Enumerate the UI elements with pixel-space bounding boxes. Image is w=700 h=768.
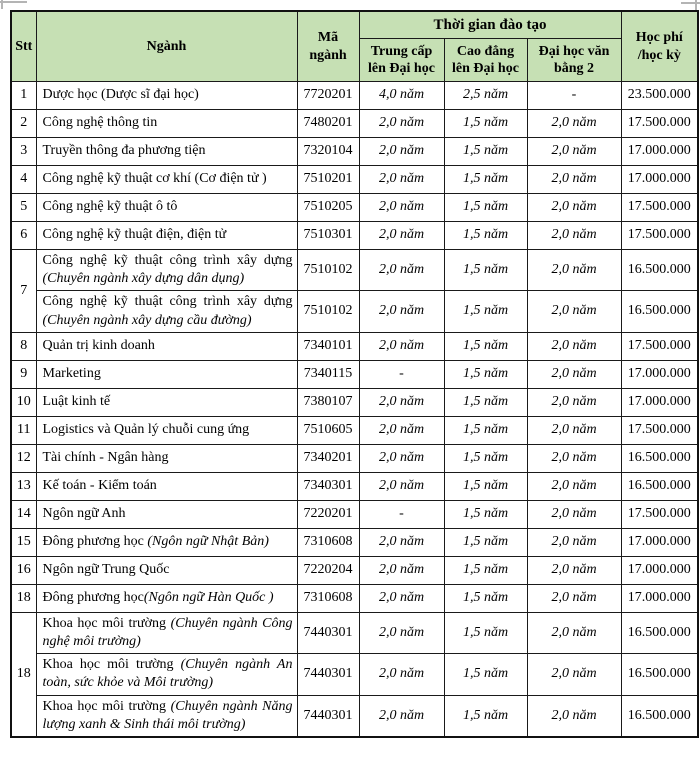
duration-van-bang-2-cell: 2,0 năm (527, 110, 621, 138)
table-row (11, 166, 698, 194)
major-name-cell (36, 332, 297, 360)
major-name-text: Logistics và Quản lý chuỗi cung ứng (42, 422, 250, 438)
duration-trung-cap-cell: 2,0 năm (359, 654, 444, 695)
duration-cao-dang-cell: 1,5 năm (444, 612, 527, 653)
duration-cao-dang-cell: 1,5 năm (444, 194, 527, 222)
table-row (11, 444, 698, 472)
major-code-cell: 7340115 (297, 360, 359, 388)
major-name-specialization: (Ngôn ngữ Hàn Quốc ) (143, 590, 274, 606)
duration-trung-cap-cell: 4,0 năm (359, 82, 444, 110)
stt-cell: 3 (11, 138, 36, 166)
major-code-cell: 7480201 (297, 110, 359, 138)
duration-cao-dang-cell: 1,5 năm (444, 654, 527, 695)
duration-trung-cap-cell: 2,0 năm (359, 166, 444, 194)
major-code-cell: 7340301 (297, 472, 359, 500)
major-name-text: Công nghệ thông tin (42, 115, 158, 131)
major-code-cell: 7440301 (297, 695, 359, 737)
major-code-cell: 7340201 (297, 444, 359, 472)
major-name-cell (36, 194, 297, 222)
table-row (11, 332, 698, 360)
major-name-text: Đông phương học (42, 590, 144, 606)
duration-van-bang-2-cell: 2,0 năm (527, 138, 621, 166)
duration-trung-cap-cell: 2,0 năm (359, 695, 444, 737)
table-row (11, 110, 698, 138)
table-row (11, 654, 698, 695)
header-thoi-gian-dao-tao: Thời gian đào tạo (359, 11, 621, 39)
duration-cao-dang-cell: 1,5 năm (444, 250, 527, 291)
table-row (11, 222, 698, 250)
major-name-cell (36, 472, 297, 500)
stt-cell: 11 (11, 416, 36, 444)
stt-cell: 8 (11, 332, 36, 360)
fee-cell: 17.500.000 (621, 222, 698, 250)
major-code-cell: 7380107 (297, 388, 359, 416)
duration-cao-dang-cell: 1,5 năm (444, 110, 527, 138)
major-name-cell (36, 612, 297, 653)
major-name-cell (36, 110, 297, 138)
major-name-text: Quản trị kinh doanh (42, 338, 155, 354)
duration-trung-cap-cell: 2,0 năm (359, 584, 444, 612)
duration-trung-cap-cell: 2,0 năm (359, 250, 444, 291)
table-row (11, 138, 698, 166)
duration-van-bang-2-cell: 2,0 năm (527, 360, 621, 388)
duration-trung-cap-cell: - (359, 360, 444, 388)
table-row (11, 584, 698, 612)
tuition-table (10, 10, 699, 738)
duration-van-bang-2-cell: 2,0 năm (527, 166, 621, 194)
duration-van-bang-2-cell: 2,0 năm (527, 444, 621, 472)
duration-cao-dang-cell: 1,5 năm (444, 332, 527, 360)
table-row (11, 500, 698, 528)
duration-cao-dang-cell: 1,5 năm (444, 360, 527, 388)
duration-trung-cap-cell: 2,0 năm (359, 222, 444, 250)
duration-trung-cap-cell: 2,0 năm (359, 138, 444, 166)
duration-van-bang-2-cell: 2,0 năm (527, 500, 621, 528)
fee-cell: 17.000.000 (621, 556, 698, 584)
table-body (11, 82, 698, 737)
stt-cell: 10 (11, 388, 36, 416)
major-code-cell: 7510102 (297, 291, 359, 332)
major-code-cell: 7510301 (297, 222, 359, 250)
duration-trung-cap-cell: 2,0 năm (359, 416, 444, 444)
fee-cell: 17.500.000 (621, 332, 698, 360)
stt-cell: 14 (11, 500, 36, 528)
duration-trung-cap-cell: 2,0 năm (359, 556, 444, 584)
duration-trung-cap-cell: 2,0 năm (359, 528, 444, 556)
table-row (11, 612, 698, 653)
duration-trung-cap-cell: 2,0 năm (359, 291, 444, 332)
duration-van-bang-2-cell: 2,0 năm (527, 250, 621, 291)
major-name-text: Công nghệ kỹ thuật điện, điện tử (42, 227, 227, 243)
fee-cell: 17.000.000 (621, 166, 698, 194)
stt-cell: 13 (11, 472, 36, 500)
major-name-cell (36, 654, 297, 695)
major-name-specialization: (Ngôn ngữ Nhật Bản) (147, 534, 269, 550)
stt-cell: 7 (11, 250, 36, 333)
fee-cell: 16.500.000 (621, 695, 698, 737)
stt-cell: 2 (11, 110, 36, 138)
duration-van-bang-2-cell: 2,0 năm (527, 612, 621, 653)
table-row (11, 291, 698, 332)
duration-cao-dang-cell: 1,5 năm (444, 500, 527, 528)
major-name-text: Công nghệ kỹ thuật ô tô (42, 199, 178, 215)
major-code-cell: 7510201 (297, 166, 359, 194)
major-name-cell (36, 82, 297, 110)
duration-cao-dang-cell: 1,5 năm (444, 291, 527, 332)
major-name-cell (36, 138, 297, 166)
fee-cell: 17.500.000 (621, 110, 698, 138)
header-van-bang-2: Đại học văn bằng 2 (527, 39, 621, 82)
major-name-cell (36, 291, 297, 332)
header-hoc-phi: Học phí /học kỳ (621, 11, 698, 82)
major-name-cell (36, 695, 297, 737)
major-code-cell: 7310608 (297, 528, 359, 556)
duration-cao-dang-cell: 1,5 năm (444, 138, 527, 166)
major-name-text: Ngôn ngữ Anh (42, 506, 126, 522)
major-name-text: Công nghệ kỹ thuật cơ khí (Cơ điện tử ) (42, 171, 267, 187)
stt-cell: 4 (11, 166, 36, 194)
fee-cell: 17.000.000 (621, 388, 698, 416)
duration-trung-cap-cell: - (359, 500, 444, 528)
stt-cell: 9 (11, 360, 36, 388)
major-name-cell (36, 222, 297, 250)
duration-cao-dang-cell: 1,5 năm (444, 472, 527, 500)
major-name-cell (36, 500, 297, 528)
major-code-cell: 7510205 (297, 194, 359, 222)
major-name-text: Khoa học môi trường (42, 698, 171, 714)
major-name-cell (36, 444, 297, 472)
duration-van-bang-2-cell: 2,0 năm (527, 194, 621, 222)
duration-trung-cap-cell: 2,0 năm (359, 444, 444, 472)
duration-trung-cap-cell: 2,0 năm (359, 110, 444, 138)
major-code-cell: 7510605 (297, 416, 359, 444)
fee-cell: 17.000.000 (621, 138, 698, 166)
table-row (11, 528, 698, 556)
major-name-text: Công nghệ kỹ thuật công trình xây dựng (42, 253, 293, 268)
fee-cell: 17.000.000 (621, 360, 698, 388)
table-row (11, 416, 698, 444)
major-name-cell (36, 528, 297, 556)
table-row (11, 250, 698, 291)
major-name-specialization: (Chuyên ngành Năng lượng xanh & Sinh thái môi trường) (42, 698, 293, 732)
major-code-cell: 7220204 (297, 556, 359, 584)
major-name-text: Tài chính - Ngân hàng (42, 450, 169, 466)
major-name-specialization: (Chuyên ngành Công nghệ môi trường) (42, 615, 293, 649)
header-stt: Stt (11, 11, 36, 82)
duration-cao-dang-cell: 1,5 năm (444, 444, 527, 472)
major-code-cell: 7340101 (297, 332, 359, 360)
header-nganh: Ngành (36, 11, 297, 82)
major-name-text: Khoa học môi trường (42, 657, 181, 673)
major-name-text: Luật kinh tế (42, 394, 111, 410)
duration-van-bang-2-cell: 2,0 năm (527, 388, 621, 416)
major-name-cell (36, 556, 297, 584)
major-name-text: Đông phương học (42, 534, 148, 550)
screenshot-corner-artifact (681, 2, 700, 4)
duration-cao-dang-cell: 1,5 năm (444, 584, 527, 612)
duration-trung-cap-cell: 2,0 năm (359, 612, 444, 653)
duration-trung-cap-cell: 2,0 năm (359, 194, 444, 222)
stt-cell: 12 (11, 444, 36, 472)
major-name-text: Ngôn ngữ Trung Quốc (42, 562, 170, 578)
major-name-cell (36, 250, 297, 291)
fee-cell: 17.500.000 (621, 416, 698, 444)
header-cao-dang: Cao đẳng lên Đại học (444, 39, 527, 82)
major-name-text: Dược học (Dược sĩ đại học) (42, 87, 199, 103)
duration-trung-cap-cell: 2,0 năm (359, 332, 444, 360)
duration-van-bang-2-cell: 2,0 năm (527, 291, 621, 332)
stt-cell: 6 (11, 222, 36, 250)
fee-cell: 17.500.000 (621, 500, 698, 528)
duration-trung-cap-cell: 2,0 năm (359, 472, 444, 500)
major-code-cell: 7310608 (297, 584, 359, 612)
major-name-cell (36, 166, 297, 194)
major-name-cell (36, 388, 297, 416)
fee-cell: 23.500.000 (621, 82, 698, 110)
fee-cell: 16.500.000 (621, 472, 698, 500)
duration-van-bang-2-cell: 2,0 năm (527, 695, 621, 737)
table-row (11, 556, 698, 584)
stt-cell: 18 (11, 612, 36, 737)
duration-cao-dang-cell: 1,5 năm (444, 695, 527, 737)
duration-cao-dang-cell: 1,5 năm (444, 416, 527, 444)
major-name-text: Marketing (42, 366, 101, 382)
major-code-cell: 7320104 (297, 138, 359, 166)
duration-cao-dang-cell: 1,5 năm (444, 166, 527, 194)
major-name-text: Khoa học môi trường (42, 615, 171, 631)
table-row (11, 194, 698, 222)
major-name-text: Công nghệ kỹ thuật công trình xây dựng (42, 294, 293, 310)
fee-cell: 17.000.000 (621, 584, 698, 612)
major-name-specialization: (Chuyên ngành xây dựng cầu đường) (42, 312, 252, 328)
table-row (11, 695, 698, 737)
duration-van-bang-2-cell: 2,0 năm (527, 528, 621, 556)
major-name-specialization: (Chuyên ngành xây dựng dân dụng) (42, 271, 245, 287)
major-code-cell: 7440301 (297, 612, 359, 653)
duration-van-bang-2-cell: 2,0 năm (527, 222, 621, 250)
stt-cell: 18 (11, 584, 36, 612)
duration-van-bang-2-cell: 2,0 năm (527, 472, 621, 500)
table-row (11, 360, 698, 388)
major-code-cell: 7720201 (297, 82, 359, 110)
screenshot-corner-artifact (1, 0, 3, 9)
table-row (11, 388, 698, 416)
fee-cell: 16.500.000 (621, 250, 698, 291)
major-name-specialization: (Chuyên ngành An toàn, sức khỏe và Môi trường) (42, 657, 293, 691)
duration-van-bang-2-cell: 2,0 năm (527, 416, 621, 444)
fee-cell: 16.500.000 (621, 291, 698, 332)
stt-cell: 5 (11, 194, 36, 222)
duration-van-bang-2-cell: - (527, 82, 621, 110)
major-code-cell: 7510102 (297, 250, 359, 291)
duration-cao-dang-cell: 1,5 năm (444, 388, 527, 416)
table-header (11, 11, 698, 82)
header-trung-cap: Trung cấp lên Đại học (359, 39, 444, 82)
duration-van-bang-2-cell: 2,0 năm (527, 584, 621, 612)
fee-cell: 16.500.000 (621, 612, 698, 653)
table-row (11, 472, 698, 500)
stt-cell: 16 (11, 556, 36, 584)
duration-cao-dang-cell: 1,5 năm (444, 556, 527, 584)
duration-cao-dang-cell: 2,5 năm (444, 82, 527, 110)
major-name-cell (36, 416, 297, 444)
duration-van-bang-2-cell: 2,0 năm (527, 556, 621, 584)
major-code-cell: 7220201 (297, 500, 359, 528)
major-name-text: Kế toán - Kiểm toán (42, 478, 157, 494)
header-ma-nganh: Mã ngành (297, 11, 359, 82)
table-row (11, 82, 698, 110)
stt-cell: 15 (11, 528, 36, 556)
fee-cell: 16.500.000 (621, 654, 698, 695)
major-name-cell (36, 584, 297, 612)
major-code-cell: 7440301 (297, 654, 359, 695)
duration-trung-cap-cell: 2,0 năm (359, 388, 444, 416)
major-name-cell (36, 360, 297, 388)
duration-van-bang-2-cell: 2,0 năm (527, 654, 621, 695)
major-name-text: Truyền thông đa phương tiện (42, 143, 206, 159)
duration-van-bang-2-cell: 2,0 năm (527, 332, 621, 360)
fee-cell: 17.000.000 (621, 528, 698, 556)
duration-cao-dang-cell: 1,5 năm (444, 222, 527, 250)
screenshot-corner-artifact (0, 1, 27, 3)
stt-cell: 1 (11, 82, 36, 110)
fee-cell: 17.500.000 (621, 194, 698, 222)
duration-cao-dang-cell: 1,5 năm (444, 528, 527, 556)
fee-cell: 16.500.000 (621, 444, 698, 472)
